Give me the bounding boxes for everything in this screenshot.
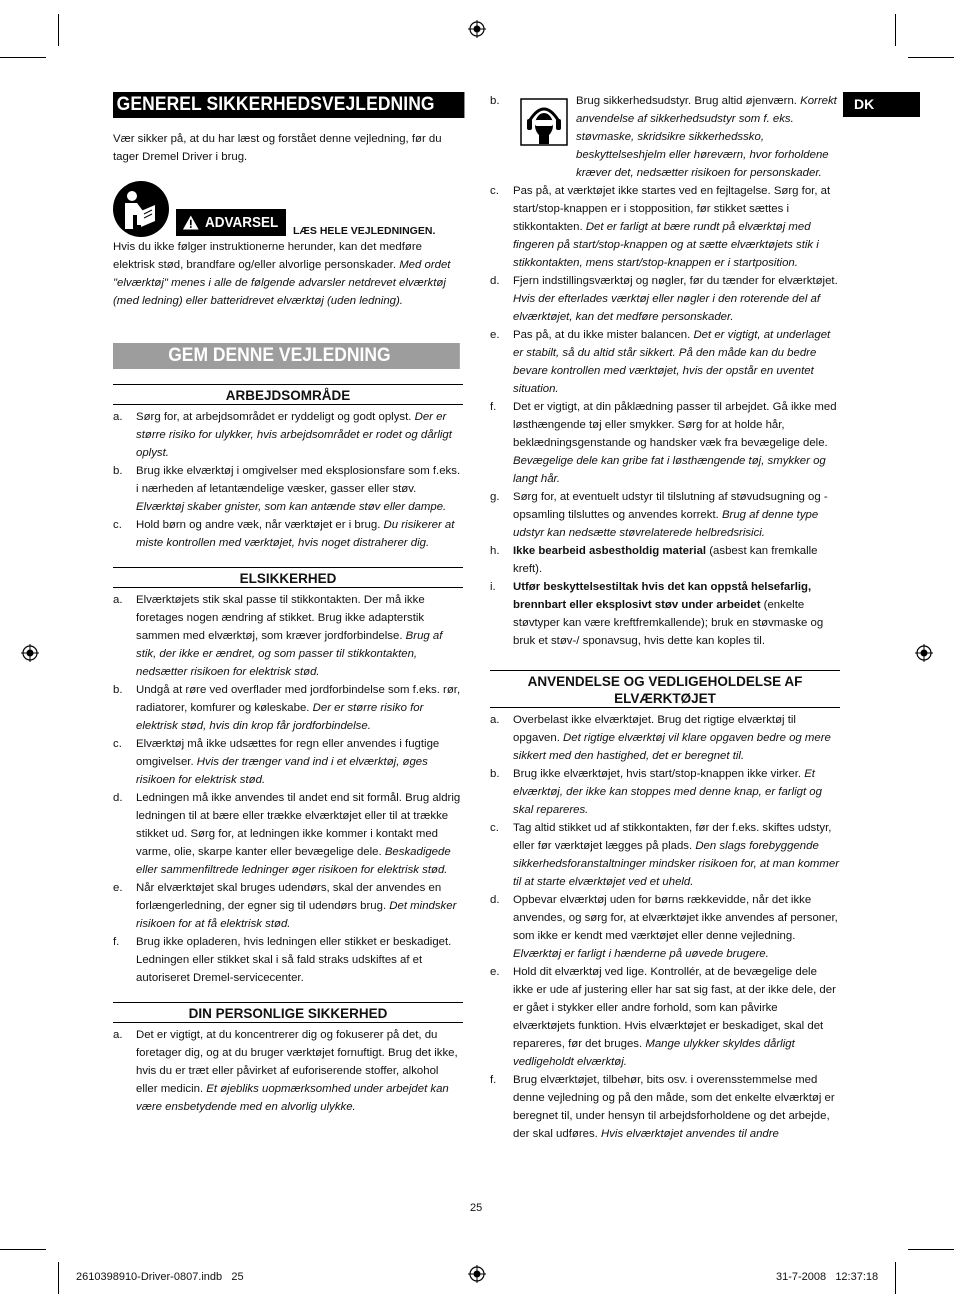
registration-mark-icon bbox=[915, 644, 933, 662]
registration-mark-icon bbox=[468, 20, 486, 38]
crop-mark bbox=[895, 1262, 896, 1294]
list-item: c. Elværktøj må ikke udsættes for regn eller anvendes i fugtige omgivelser. Hvis der trænger vand ind i et elværktøj, øges risikoen for elektrisk stød. bbox=[113, 738, 440, 786]
section-list bbox=[113, 1026, 463, 1116]
section-list bbox=[490, 711, 840, 1143]
list-item: c. Pas på, at værktøjet ikke startes ved en fejltagelse. Sørg for, at start/stop-knappen er i stopposition, før stikket sættes i stikkontakten. Det er farligt at bære rundt på elværktøj med fingeren på start/stop-knappen og at sætte elværktøjets stik i stikkontakten, mens start/stop-knappen er i startposition. bbox=[490, 185, 831, 269]
list-item: b. Brug ikke elværktøjet, hvis start/stop-knappen ikke virker. Et elværktøj, der ikke kan stoppes med denne knap, er farligt og skal repareres. bbox=[490, 768, 822, 816]
registration-mark-icon bbox=[468, 1265, 486, 1283]
section-list bbox=[490, 182, 840, 650]
page-number: 25 bbox=[470, 1202, 483, 1214]
list-item: a. Sørg for, at arbejdsområdet er ryddeligt og godt oplyst. Der er større risiko for ulykker, hvis arbejdsområdet er rodet og dårligt oplyst. bbox=[113, 411, 452, 459]
list-item: d. Opbevar elværktøj uden for børns rækkevidde, når det ikke anvendes, og sørg for, at elværktøjet ikke anvendes af personer, som ikke er kendt med værktøjet eller denne vejledning. Elværktøj er farligt i hænderne på uøvede brugere. bbox=[490, 894, 838, 960]
left-column bbox=[113, 92, 463, 1116]
section-heading: ANVENDELSE OG VEDLIGEHOLDELSE AF ELVÆRKTØJET bbox=[490, 670, 840, 708]
crop-mark bbox=[0, 57, 46, 58]
crop-mark bbox=[908, 57, 954, 58]
list-item: b. Brug sikkerhedsudstyr. Brug altid øjenværn. Korrekt anvendelse af sikkerhedsudstyr som f. eks. støvmaske, skridsikre sikkerhedssko, beskyttelseshjelm eller høreværn, hvor forholdene kræver det, nedsætter risikoen for personskader. bbox=[490, 95, 837, 179]
registration-mark-icon bbox=[21, 644, 39, 662]
save-instructions-title: GEM DENNE VEJLEDNING bbox=[113, 343, 460, 369]
crop-mark bbox=[0, 1249, 46, 1250]
list-item: c. Hold børn og andre væk, når værktøjet er i brug. Du risikerer at miste kontrollen med værktøjet, hvis noget distraherer dig. bbox=[113, 519, 455, 549]
warning-block bbox=[113, 180, 463, 310]
list-item: a. Elværktøjets stik skal passe til stikkontakten. Der må ikke foretages nogen ændring af stikket. Brug ikke adapterstik sammen med elværktøj, som kræver jordforbindelse. Brug af stik, der ikke er ændret, og som passer til stikkontakten, nedsætter risikoen for elektrisk stød. bbox=[113, 594, 443, 678]
list-item: i. Utfør beskyttelsestiltak hvis det kan oppstå helsefarlig, brennbart eller eksplosivt støv under arbeidet (enkelte støvtyper kan være kreftfremkallende); bruk en støvmaske og bruk et støv-/ sponavsug, hvis dette kan koples til. bbox=[490, 581, 824, 647]
list-item: a. Det er vigtigt, at du koncentrerer dig og fokuserer på det, du foretager dig, og at du bruger værktøjet fornuftigt. Brug det ikke, hvis du er træt eller påvirket af euforiserende stoffer, alkohol eller medicin. Et øjebliks uopmærksomhed under arbejdet kan være ensbetydende med en alvorlig ulykke. bbox=[113, 1029, 458, 1113]
list-item: a. Overbelast ikke elværktøjet. Brug det rigtige elværktøj til opgaven. Det rigtige elværktøj vil klare opgaven bedre og mere sikkert med den hastighed, det er beregnet til. bbox=[490, 714, 831, 762]
list-item: f. Brug ikke opladeren, hvis ledningen eller stikket er beskadiget. Ledningen eller stikket skal i så fald straks udskiftes af et autoriseret Dremel-servicecenter. bbox=[113, 936, 452, 984]
section-heading: ARBEJDSOMRÅDE bbox=[113, 384, 463, 405]
safety-glasses-ear-protection-icon bbox=[520, 98, 568, 146]
crop-mark bbox=[895, 14, 896, 46]
section-list bbox=[113, 408, 463, 552]
warning-text: Hvis du ikke følger instruktionerne herunder, kan det medføre elektrisk stød, brandfare og/eller alvorlige personskader. Med ordet "elværktøj" menes i alle de følgende advarsler netdrevet elværktøj (med ledning) eller batteridrevet elværktøj (uden ledning). bbox=[113, 241, 451, 307]
crop-mark bbox=[908, 1249, 954, 1250]
list-item: h. Ikke bearbeid asbestholdig material (asbest kan fremkalle kreft). bbox=[490, 545, 818, 575]
right-column bbox=[490, 92, 840, 1143]
read-manual-icon bbox=[113, 181, 169, 237]
list-item: e. Hold dit elværktøj ved lige. Kontrollér, at de bevægelige dele ikke er ude af justering eller har sat sig fast, at der ikke dele, der er gået i stykker eller andre forhold, som kan påvirke elværktøjets funktion. Hvis elværktøjet er beskadiget, skal det repareres, før det bruges. Mange ulykker skyldes dårligt vedligeholdt elværktøj. bbox=[490, 966, 836, 1068]
crop-mark bbox=[58, 1262, 59, 1294]
warning-triangle-icon bbox=[182, 214, 200, 231]
list-item: f. Det er vigtigt, at din påklædning passer til arbejdet. Gå ikke med løsthængende tøj eller smykker. Sørg for at holde hår, beklædningsgenstande og handsker væk fra bevægelige dele. Bevægelige dele kan gribe fat i løsthængende tøj, smykker og langt hår. bbox=[490, 401, 837, 485]
warning-read-all: LÆS HELE VEJLEDNINGEN. bbox=[293, 225, 436, 237]
list-item: f. Brug elværktøjet, tilbehør, bits osv. i overensstemmelse med denne vejledning og på den måde, som det enkelte elværktøj er beregnet til, under hensyn til arbejdsforholdene og det arbejde, der skal udføres. Hvis elværktøjet anvendes til andre bbox=[490, 1074, 835, 1140]
intro-text: Vær sikker på, at du har læst og forstået denne vejledning, før du tager Dremel Driver i brug. bbox=[113, 133, 442, 163]
page-title: GENEREL SIKKERHEDSVEJLEDNING bbox=[113, 92, 464, 118]
list-item: d. Fjern indstillingsværktøj og nøgler, før du tænder for elværktøjet. Hvis der efterlades værktøj eller nøgler i den roterende del af elværktøjet, kan det medføre personskader. bbox=[490, 275, 838, 323]
list-item: g. Sørg for, at eventuelt udstyr til tilslutning af støvudsugning og -opsamling tilsluttes og anvendes korrekt. Brug af denne type udstyr kan nedsætte støvrelaterede helbredsrisici. bbox=[490, 491, 828, 539]
list-item: e. Pas på, at du ikke mister balancen. Det er vigtigt, at underlaget er stabilt, så du altid står sikkert. På den måde kan du bedre bevare kontrollen med værktøjet, hvis der opstår en uventet situation. bbox=[490, 329, 831, 395]
section-heading: DIN PERSONLIGE SIKKERHED bbox=[113, 1002, 463, 1023]
list-item: c. Tag altid stikket ud af stikkontakten, før der f.eks. skiftes udstyr, eller før værktøjet lægges på plads. Den slags forebyggende sikkerhedsforanstaltninger mindsker risikoen for, at man kommer til at starte elværktøjet ved et uheld. bbox=[490, 822, 840, 888]
section-heading: ELSIKKERHED bbox=[113, 567, 463, 588]
footer-date: 31-7-2008 12:37:18 bbox=[776, 1271, 879, 1283]
section-list bbox=[113, 591, 463, 987]
language-tab: DK bbox=[843, 92, 920, 117]
list-item: e. Når elværktøjet skal bruges udendørs, skal der anvendes en forlængerledning, der egner sig til udendørs brug. Det mindsker risikoen for at få elektrisk stød. bbox=[113, 882, 457, 930]
list-item: d. Ledningen må ikke anvendes til andet end sit formål. Brug aldrig ledningen til at bære eller trække elværktøjet eller til at trække stikket ud. Sørg for, at ledningen ikke kommer i kontakt med varme, olie, skarpe kanter eller bevægelige dele. Beskadigede eller sammenfiltrede ledninger øger risikoen for elektrisk stød. bbox=[113, 792, 461, 876]
crop-mark bbox=[58, 14, 59, 46]
list-item: b. Brug ikke elværktøj i omgivelser med eksplosionsfare som f.eks. i nærheden af letantændelige væsker, gasser eller støv. Elværktøj skaber gnister, som kan antænde støv eller dampe. bbox=[113, 465, 461, 513]
warning-badge: ADVARSEL bbox=[176, 209, 286, 236]
list-item: b. Undgå at røre ved overflader med jordforbindelse som f.eks. rør, radiatorer, komfurer og køleskabe. Der er større risiko for elektrisk stød, hvis din krop får jordforbindelse. bbox=[113, 684, 461, 732]
footer-file-info: 2610398910-Driver-0807.indb 25 bbox=[76, 1271, 244, 1283]
